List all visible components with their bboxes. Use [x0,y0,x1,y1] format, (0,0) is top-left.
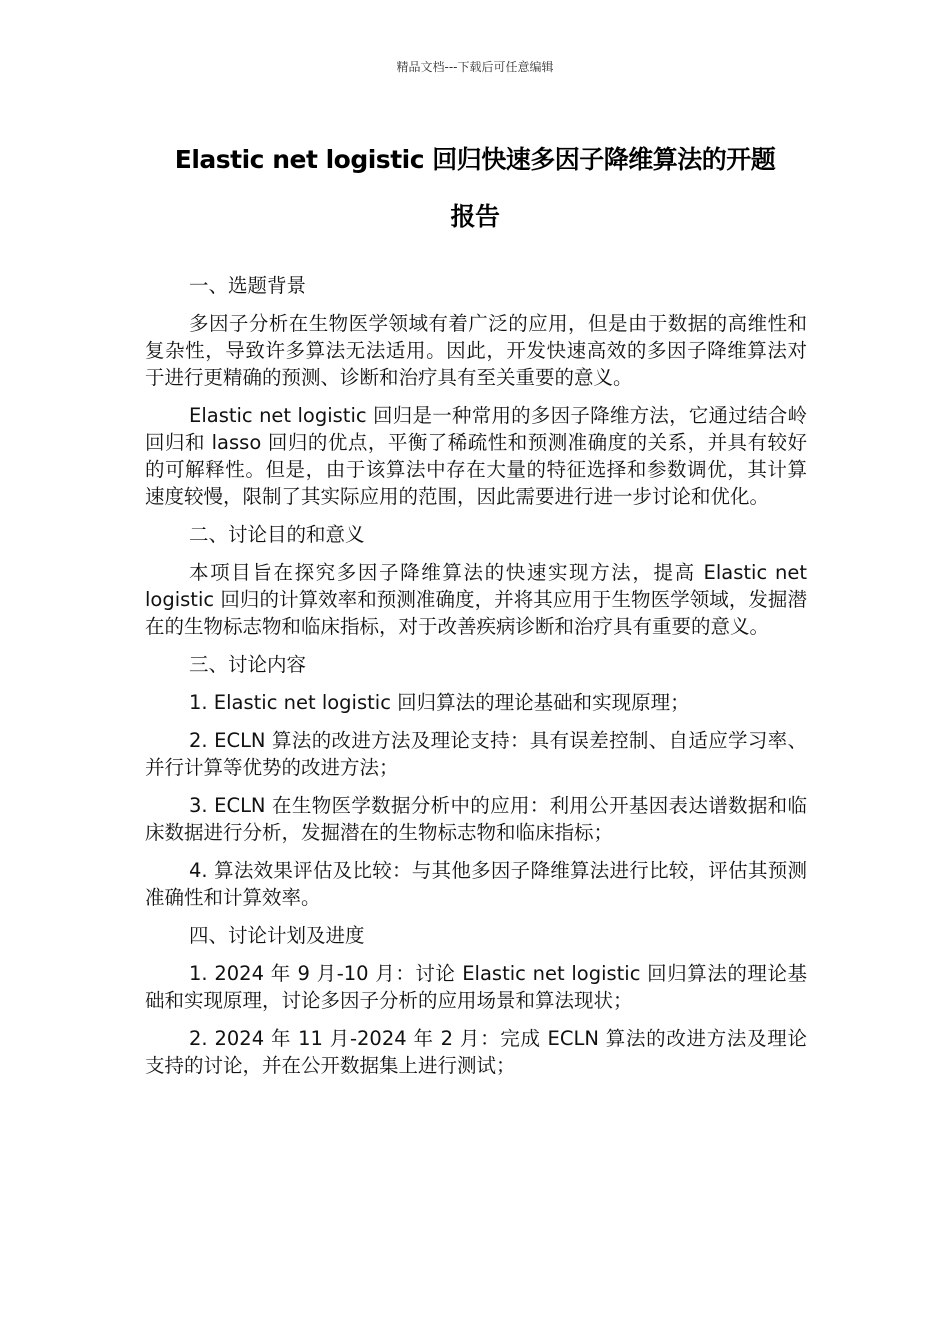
list-item: 1. 2024 年 9 月-10 月：讨论 Elastic net logistic 回归算法的理论基础和实现原理，讨论多因子分析的应用场景和算法现状； [145,962,807,1012]
list-item: 3. ECLN 在生物医学数据分析中的应用：利用公开基因表达谱数据和临床数据进行分析，发掘潜在的生物标志物和临床指标； [145,794,807,844]
paragraph: 本项目旨在探究多因子降维算法的快速实现方法，提高 Elastic net logistic 回归的计算效率和预测准确度，并将其应用于生物医学领域，发掘潜在的生物标志物和临床指标，对于改善疾病诊断和治疗具有重要的意义。 [145,561,807,638]
document-title-line-2: 报告 [450,202,500,231]
header-note: 精品文档---下载后可任意编辑 [396,60,554,74]
document-title-line-1: Elastic net logistic 回归快速多因子降维算法的开题 [174,145,776,174]
section-heading-background: 一、选题背景 [189,274,307,297]
section-heading-plan: 四、讨论计划及进度 [189,924,365,947]
paragraph: Elastic net logistic 回归是一种常用的多因子降维方法，它通过结合岭回归和 lasso 回归的优点，平衡了稀疏性和预测准确度的关系，并具有较好的可解释性。但是，由于该算法中存在大量的特征选择和参数调优，其计算速度较慢，限制了其实际应用的范围，因此需要进行进一步讨论和优化。 [145,404,807,508]
list-item: 2. 2024 年 11 月-2024 年 2 月：完成 ECLN 算法的改进方法及理论支持的讨论，并在公开数据集上进行测试； [145,1027,807,1077]
list-item: 4. 算法效果评估及比较：与其他多因子降维算法进行比较，评估其预测准确性和计算效率。 [145,859,807,909]
section-heading-content: 三、讨论内容 [189,653,307,676]
list-item: 2. ECLN 算法的改进方法及理论支持：具有误差控制、自适应学习率、并行计算等优势的改进方法； [145,729,807,779]
section-heading-purpose: 二、讨论目的和意义 [189,523,365,546]
document-body [145,272,807,1090]
paragraph: 多因子分析在生物医学领域有着广泛的应用，但是由于数据的高维性和复杂性，导致许多算法无法适用。因此，开发快速高效的多因子降维算法对于进行更精确的预测、诊断和治疗具有至关重要的意义。 [145,312,807,389]
list-item: 1. Elastic net logistic 回归算法的理论基础和实现原理； [189,691,690,714]
